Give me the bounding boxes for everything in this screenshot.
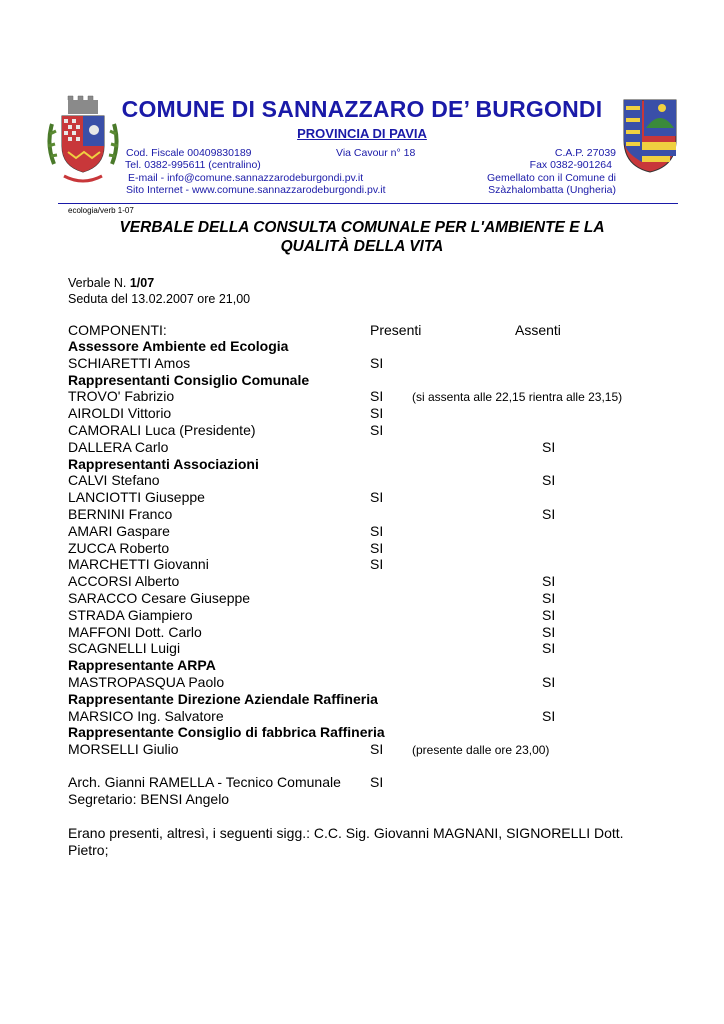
section-heading: Rappresentanti Associazioni [68,456,259,472]
others-present-line1: Erano presenti, altresì, i seguenti sigg.: C.C. Sig. Giovanni MAGNANI, SIGNORELLI Dott. [68,825,624,841]
member-row [0,523,724,540]
present-mark: SI [370,388,384,404]
protocol-reference: ecologia/verb 1-07 [68,206,134,215]
present-mark: SI [370,355,384,371]
absent-mark: SI [542,439,556,455]
member-row [0,624,724,641]
others-present-line2: Pietro; [68,842,109,858]
member-row [0,540,724,557]
section-heading: Rappresentanti Consiglio Comunale [68,372,310,388]
absent-mark: SI [542,674,556,690]
document-title [0,218,724,256]
member-name: ZUCCA Roberto [68,540,170,556]
present-mark: SI [370,422,384,438]
absent-mark: SI [542,590,556,606]
present-mark: SI [370,523,384,539]
member-name: DALLERA Carlo [68,439,169,455]
fiscal-code: Cod. Fiscale 00409830189 [126,147,252,159]
member-row [0,590,724,607]
member-name: MAFFONI Dott. Carlo [68,624,202,640]
member-name: STRADA Giampiero [68,607,193,623]
attendance-note: (presente dalle ore 23,00) [412,743,550,757]
member-name: LANCIOTTI Giuseppe [68,489,205,505]
member-row [0,708,724,725]
member-row [0,506,724,523]
column-header-present: Presenti [370,322,422,338]
absent-mark: SI [542,624,556,640]
technician-present: SI [370,774,384,790]
twinned-town: Szàzhalombatta (Ungheria) [488,184,616,196]
member-name: SCHIARETTI Amos [68,355,191,371]
section-heading: Rappresentante Consiglio di fabbrica Raffineria [68,724,385,740]
postal-code: C.A.P. 27039 [554,147,616,159]
verbale-value: 1/07 [129,276,155,290]
absent-mark: SI [542,607,556,623]
member-row [0,405,724,422]
section-heading: Assessore Ambiente ed Ecologia [68,338,289,354]
section-heading-row [0,691,724,708]
member-row [0,355,724,372]
member-row [0,741,724,758]
province-label: PROVINCIA DI PAVIA [297,126,427,141]
member-row [0,607,724,624]
section-heading-row [0,372,724,389]
document-title-line1: VERBALE DELLA CONSULTA COMUNALE PER L'AMBIENTE E LA [119,219,605,236]
member-row [0,674,724,691]
member-name: MORSELLI Giulio [68,741,179,757]
column-header-absent: Assenti [515,322,561,338]
section-heading: Rappresentante ARPA [68,657,216,673]
email-link[interactable]: E-mail - info@comune.sannazzarodeburgondi.pv.it [128,172,364,184]
member-row [0,472,724,489]
member-name: SCAGNELLI Luigi [68,640,181,656]
member-name: AIROLDI Vittorio [68,405,172,421]
phone-number: Tel. 0382-995611 (centralino) [125,159,261,171]
present-mark: SI [370,741,384,757]
member-name: CAMORALI Luca (Presidente) [68,422,256,438]
secretary: Segretario: BENSI Angelo [68,791,230,807]
present-mark: SI [370,489,384,505]
twinned-label: Gemellato con il Comune di [487,172,616,184]
member-name: MARCHETTI Giovanni [68,556,209,572]
website-link[interactable]: Sito Internet - www.comune.sannazzarodeburgondi.pv.it [126,184,386,196]
session-date: Seduta del 13.02.2007 ore 21,00 [68,292,251,306]
header-divider [58,203,678,204]
document-title-line2: QUALITÀ DELLA VITA [280,238,444,255]
member-row [0,388,724,405]
member-row [0,640,724,657]
member-row [0,439,724,456]
member-name: TROVO' Fabrizio [68,388,175,404]
member-name: AMARI Gaspare [68,523,170,539]
absent-mark: SI [542,708,556,724]
absent-mark: SI [542,472,556,488]
verbale-label: Verbale N. [68,276,130,290]
section-heading: Rappresentante Direzione Aziendale Raffineria [68,691,378,707]
verbale-number [68,276,154,290]
member-name: BERNINI Franco [68,506,173,522]
absent-mark: SI [542,573,556,589]
member-row [0,489,724,506]
member-row [0,573,724,590]
member-row [0,422,724,439]
present-mark: SI [370,540,384,556]
section-heading-row [0,456,724,473]
absent-mark: SI [542,506,556,522]
member-name: CALVI Stefano [68,472,160,488]
present-mark: SI [370,556,384,572]
section-heading-row [0,338,724,355]
fax-number: Fax 0382-901264 [529,159,612,171]
attendance-note: (si assenta alle 22,15 rientra alle 23,15) [412,390,623,404]
member-name: MARSICO Ing. Salvatore [68,708,224,724]
column-header-components: COMPONENTI: [68,322,167,338]
municipality-title: COMUNE DI SANNAZZARO DE’ BURGONDI [121,96,603,122]
section-heading-row [0,724,724,741]
absent-mark: SI [542,640,556,656]
section-heading-row [0,657,724,674]
member-row [0,556,724,573]
present-mark: SI [370,405,384,421]
member-name: ACCORSI Alberto [68,573,180,589]
technician: Arch. Gianni RAMELLA - Tecnico Comunale [68,774,341,790]
member-name: SARACCO Cesare Giuseppe [68,590,251,606]
member-name: MASTROPASQUA Paolo [68,674,225,690]
address: Via Cavour n° 18 [336,147,416,159]
